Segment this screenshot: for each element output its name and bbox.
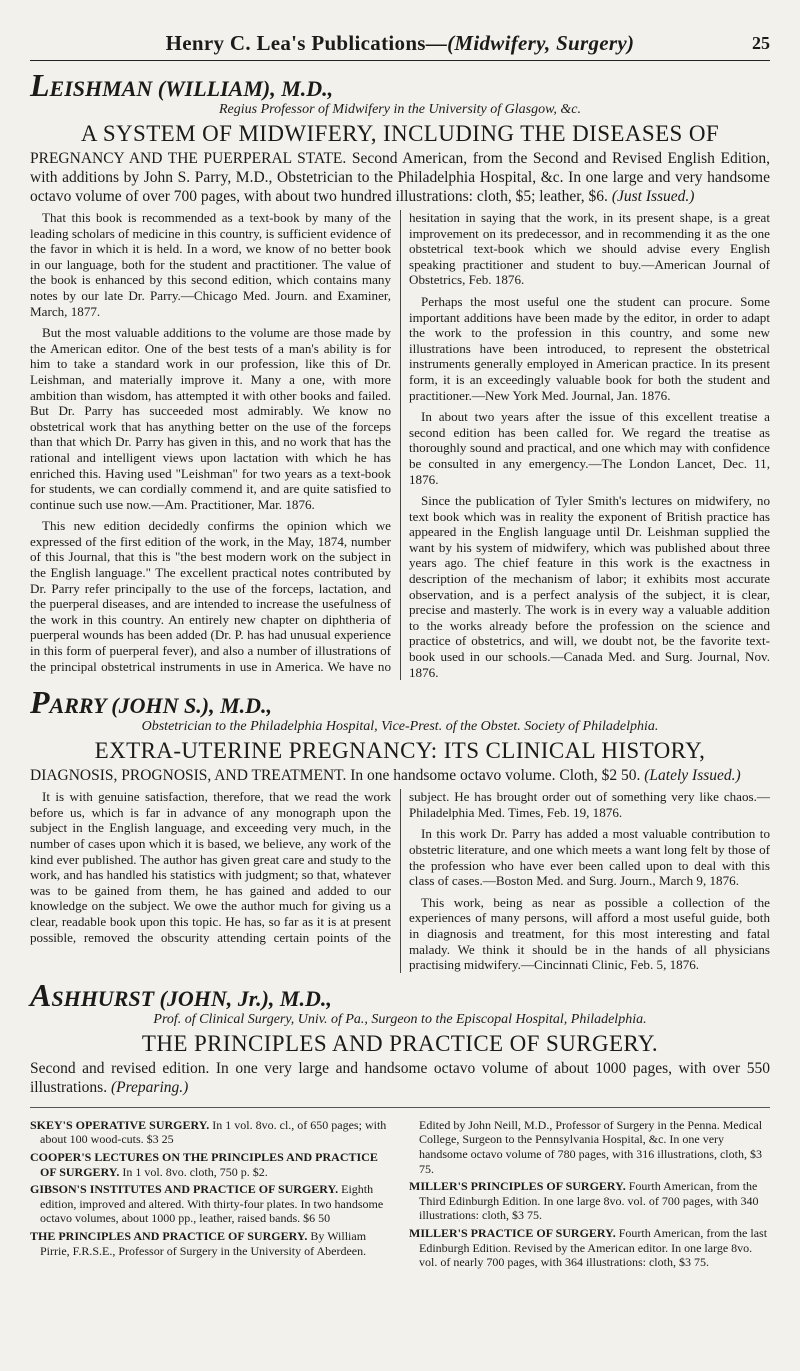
review: It is with genuine satisfaction, therefore, that we read the work before us, which is far in advance of any monograph upon the subject in the English language, and exceeding very much, in the number of cases upon which it is based, we believe, any work of the kind ever published. The author has given great care and study to the work, and has handled his statistics with judgment; so that, whatever was to be gained from them, he has gained and added to our knowledge on the subject. We owe the author much for giving us a clear, readable book upon this topic. He has, so far as it is at present possible, removed the obscurity attending certain points of the subject. He has brought order out of something very like chaos.—Philadelphia Med. Times, Feb. 19, 1876. — [30, 789, 770, 945]
list-item: MILLER'S PRACTICE OF SURGERY. Fourth American, from the last Edinburgh Edition. Revised by the American editor. In one large 8vo. vol. of nearly 700 pages, with 364 illustrations: cloth, $3 75. — [409, 1225, 768, 1270]
subject-genre: (Midwifery, Surgery) — [447, 31, 635, 55]
author-name: LEISHMAN (WILLIAM), M.D., — [30, 67, 334, 103]
surgery-catalog-list — [30, 1118, 770, 1270]
book-description: PREGNANCY AND THE PUERPERAL STATE. Second American, from the Second and Revised English Edition, with additions by John S. Parry, M.D., Obstetrician to the Philadelphia Hospital, &c. In one large and very handsome octavo volume of over 700 pages, with about two hundred illustrations: cloth, $5; leather, $6. (Just Issued.) — [30, 150, 770, 205]
book-entry-ashhurst — [30, 976, 770, 1097]
issue-status: (Preparing.) — [110, 1078, 189, 1096]
subtitle: DIAGNOSIS, PROGNOSIS, AND TREATMENT. — [30, 767, 347, 785]
press-reviews — [30, 210, 770, 680]
book-title: THE PRINCIPLES AND PRACTICE OF SURGERY. — [141, 1030, 659, 1056]
list-item: COOPER'S LECTURES ON THE PRINCIPLES AND PRACTICE OF SURGERY. In 1 vol. 8vo. cloth, 750 p. $2. — [30, 1149, 378, 1179]
book-entry-parry — [30, 684, 770, 973]
list-item: SKEY'S OPERATIVE SURGERY. In 1 vol. 8vo. cl., of 650 pages; with about 100 wood-cuts. $3 25 — [30, 1117, 387, 1147]
page-number: 25 — [752, 33, 770, 53]
review: Since the publication of Tyler Smith's lectures on midwifery, no text book which was in reality the exponent of British practice has appeared in the English language until Dr. Leishman supplied the want by his system of midwifery, which was published about three years ago. The chief feature in this work is the exactness in description of the mechanism of labor; it exhibits most accurate observation, and is a perfect analysis of the subject, it is clear, precise and masterly. The work is in every way a valuable addition to the works already before the profession on the science and practice of obstetrics, and will, we doubt not, be the favorite text-book used in our schools.—Canada Med. and Surg. Journal, Nov. 1876. — [409, 493, 770, 680]
review: This new edition decidedly confirms the opinion which we expressed of the first edition of the work, in the May, 1874, number of this Journal, that this is "the best modern work on the subject in the English language." The excellent practical notes contributed by Dr. Parry refer principally to the use of the forceps, lactation, and the puerperal diseases, and are intended to increase the usefulness of the work in this country. An entirely new chapter on diphtheria of puerperal wounds has been added (Dr. P. has had unusual experience in this form of puerperal fever), and also a number of illustrations of the principal obstetrical instruments in use in America. We have no hesitation in saying that the work, in its present shape, is a great improvement on its predecessor, and in recommending it as the one obstetrical text-book which we should advise every English speaking practitioner and student to buy.—American Journal of Obstetrics, Feb. 1876. — [30, 210, 770, 674]
author-affiliation: Obstetrician to the Philadelphia Hospital, Vice-Prest. of the Obstet. Society of Philadelphia. — [141, 719, 659, 735]
review: In about two years after the issue of this excellent treatise a second edition has been called for. We regard the treatise as thoroughly sound and practical, and one which may with confidence be consulted in any emergency.—The London Lancet, Dec. 11, 1876. — [409, 409, 770, 487]
author-name: ASHHURST (JOHN, Jr.), M.D., — [30, 976, 332, 1013]
book-description: DIAGNOSIS, PROGNOSIS, AND TREATMENT. In one handsome octavo volume. Cloth, $2 50. (Lately Issued.) — [30, 767, 741, 785]
list-item: GIBSON'S INSTITUTES AND PRACTICE OF SURGERY. Eighth edition, improved and altered. With thirty-four plates. In two handsome octavo volumes, about 1000 pp., leather, raised bands. $6 50 — [30, 1182, 384, 1226]
section-divider — [30, 1107, 770, 1108]
running-head — [30, 30, 770, 61]
author-affiliation: Prof. of Clinical Surgery, Univ. of Pa., Surgeon to the Episcopal Hospital, Philadelphia. — [153, 1011, 647, 1027]
subtitle: PREGNANCY AND THE PUERPERAL STATE. — [30, 150, 347, 167]
book-title: A SYSTEM OF MIDWIFERY, INCLUDING THE DISEASES OF — [80, 121, 720, 146]
publisher-heading: Henry C. Lea's Publications—(Midwifery, Surgery) — [165, 31, 635, 55]
issue-status: (Lately Issued.) — [644, 767, 741, 785]
review: In this work Dr. Parry has added a most valuable contribution to obstetric literature, and one which meets a want long felt by those of the profession who have ever been called upon to deal with this class of cases.—Boston Med. and Surg. Journ., March 9, 1876. — [409, 826, 770, 889]
issue-status: (Just Issued.) — [611, 188, 695, 205]
book-title: EXTRA-UTERINE PREGNANCY: ITS CLINICAL HISTORY, — [94, 738, 706, 764]
book-description: Second and revised edition. In one very large and handsome octavo volume of about 1000 pages, with over 550 illustrations. (Preparing.) — [30, 1059, 770, 1096]
list-item: MILLER'S PRINCIPLES OF SURGERY. Fourth American, from the Third Edinburgh Edition. In one large 8vo. vol. of 700 pages, with 340 illustrations: cloth, $3 75. — [409, 1179, 759, 1223]
review: Perhaps the most useful one the student can procure. Some important additions have been made by the editor, in order to adapt the work to the profession in this country, and some new illustrations have been introduced, to represent the obstetrical instruments generally employed in American practice. In its present form, it is an exceedingly valuable book for both the student and practitioner.—New York Med. Journal, Jan. 1876. — [409, 293, 770, 403]
publisher-name: Henry C. Lea's Publications — [165, 31, 426, 55]
review: That this book is recommended as a text-book by many of the leading scholars of medicine in this country, is sufficient evidence of the favor in which it is held. In a word, we know of no better book in our language, both for the student and practitioner. The value of the book is enhanced by this second edition, which contains many notes by our late Dr. Parry.—Chicago Med. Journ. and Examiner, March, 1877. — [30, 210, 391, 319]
author-affiliation: Regius Professor of Midwifery in the University of Glasgow, &c. — [218, 102, 582, 117]
review: But the most valuable additions to the volume are those made by the American editor. One of the best tests of a man's ability is for him to take a standard work in our profession, like this of Dr. Leishman, and materially improve it. Many a one, with more ambition than wisdom, has attempted it with other books and failed. But Dr. Parry has succeeded most admirably. We know no obstetrical work that has anything better on the use of the forceps than that which Dr. Parry has given in this, and no work that has the rational and intelligent views upon lactation with which he has enriched this. Having used "Leishman" for two years as a text-book for students, we can cordially commend it, and are quite satisfied to continue such use now.—Am. Practitioner, Mar. 1876. — [30, 325, 391, 512]
review: This work, being as near as possible a collection of the experiences of many persons, will afford a most useful guide, both in diagnosis and treatment, for this most interesting and fatal malady. We think it should be in the hands of all physicians practising midwifery.—Cincinnati Clinic, Feb. 5, 1876. — [409, 894, 770, 973]
press-reviews — [30, 789, 770, 973]
book-entry-leishman — [30, 67, 770, 680]
author-name: PARRY (JOHN S.), M.D., — [30, 684, 273, 721]
list-item: THE PRINCIPLES AND PRACTICE OF SURGERY. By William Pirrie, F.R.S.E., Professor of Surgery in the University of Aberdeen. Edited by John Neill, M.D., Professor of Surgery in the Penna. Medical College, Surgeon to the Pennsylvania Hospital, &c. In one very handsome octavo volume of 780 pages, with 316 illustrations, cloth, $3 75. — [30, 1117, 763, 1258]
